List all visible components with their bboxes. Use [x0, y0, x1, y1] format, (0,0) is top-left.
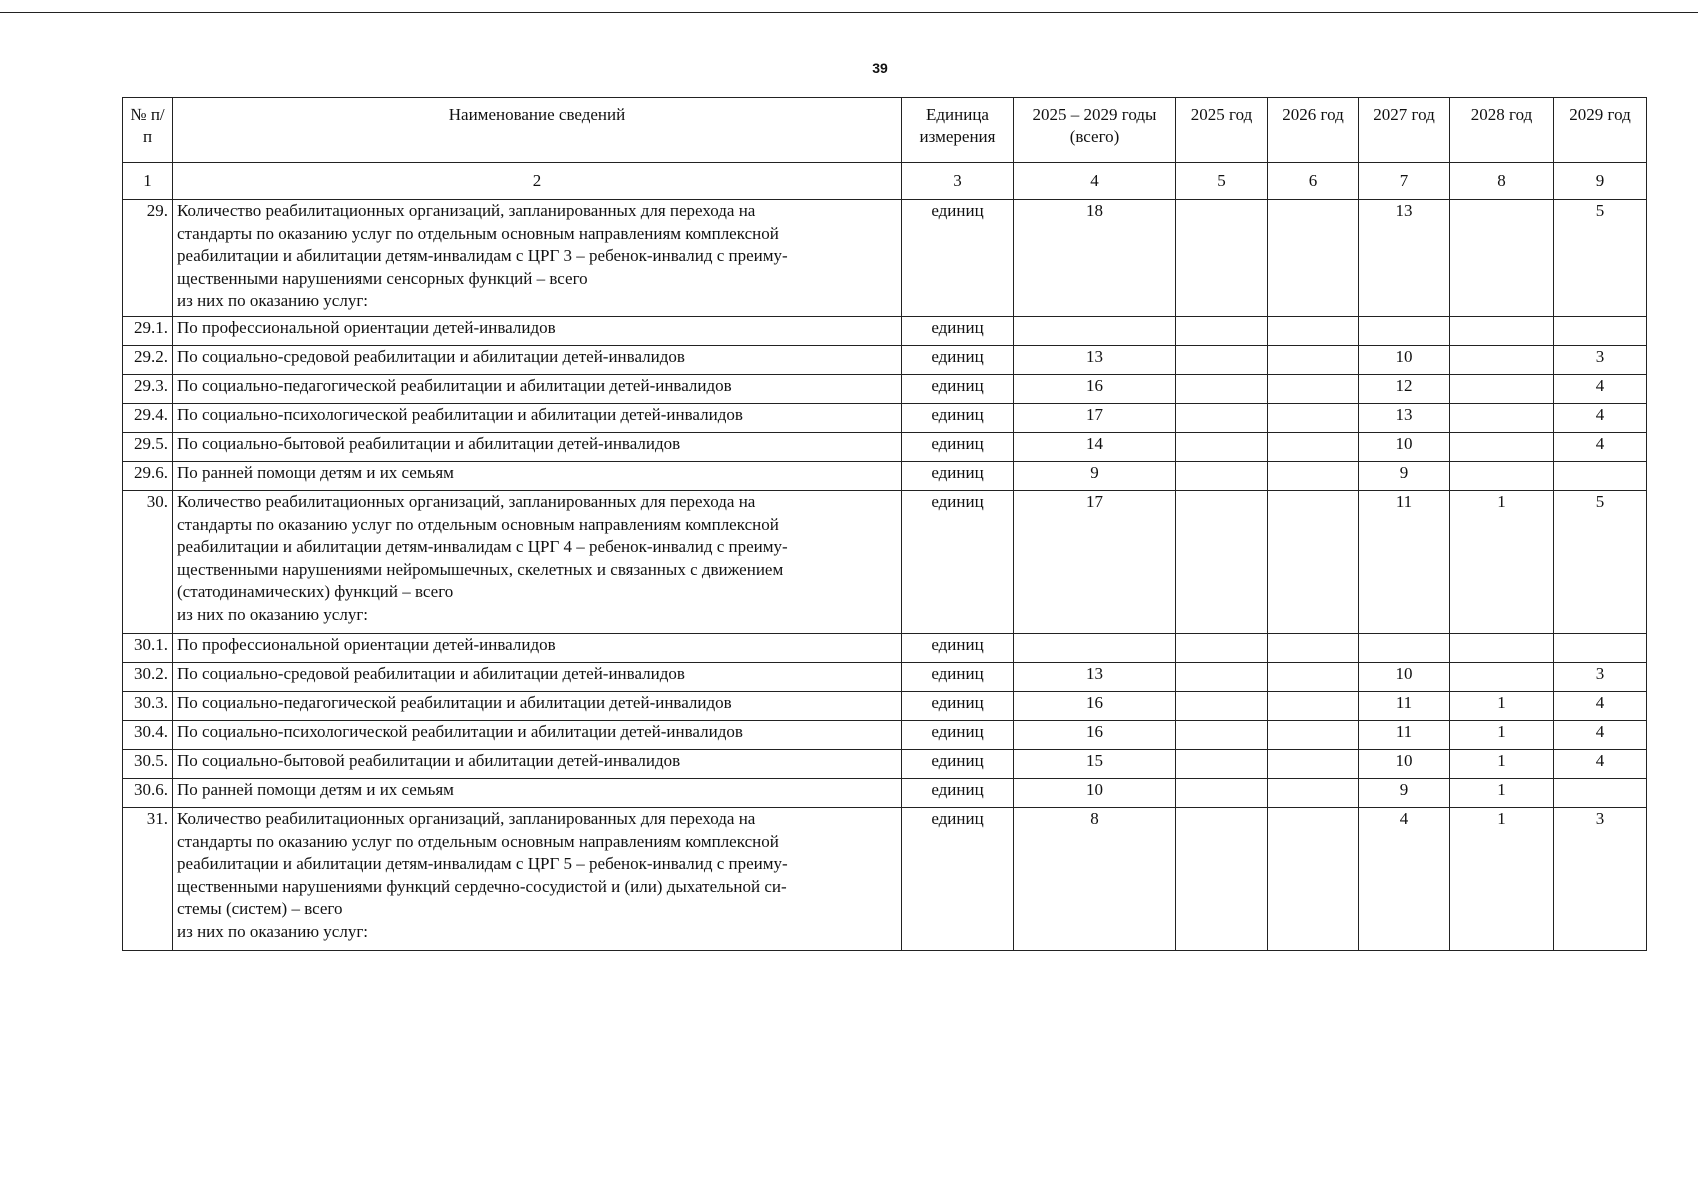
row-2029: 4 — [1554, 750, 1647, 779]
row-2028 — [1450, 663, 1554, 692]
row-2025 — [1176, 375, 1268, 404]
row-total: 15 — [1014, 750, 1176, 779]
row-2026 — [1268, 346, 1359, 375]
row-2025 — [1176, 634, 1268, 663]
header-row — [123, 98, 1647, 163]
column-number-row — [123, 163, 1647, 200]
row-2028: 1 — [1450, 779, 1554, 808]
row-name-line: реабилитации и абилитации детям-инвалидам с ЦРГ 3 – ребенок-инвалид с преиму- — [177, 246, 788, 265]
row-total: 16 — [1014, 721, 1176, 750]
column-number: 2 — [173, 163, 902, 200]
column-number: 3 — [902, 163, 1014, 200]
row-unit: единиц — [902, 808, 1014, 951]
header-2026: 2026 год — [1268, 98, 1359, 163]
row-name: По социально-бытовой реабилитации и абилитации детей-инвалидов — [173, 750, 902, 779]
row-2025 — [1176, 779, 1268, 808]
row-name-line: Количество реабилитационных организаций, запланированных для перехода на — [177, 809, 756, 828]
row-unit: единиц — [902, 200, 1014, 317]
table-row — [123, 721, 1647, 750]
column-number: 5 — [1176, 163, 1268, 200]
table-row — [123, 317, 1647, 346]
row-number: 29.2. — [123, 346, 173, 375]
row-name-line: реабилитации и абилитации детям-инвалидам с ЦРГ 5 – ребенок-инвалид с преиму- — [177, 854, 788, 873]
row-2027: 13 — [1359, 404, 1450, 433]
row-name: По ранней помощи детям и их семьям — [173, 779, 902, 808]
row-unit: единиц — [902, 692, 1014, 721]
row-2029: 4 — [1554, 404, 1647, 433]
row-name-line: стандарты по оказанию услуг по отдельным основным направлениям комплексной — [177, 514, 779, 534]
row-name: По социально-бытовой реабилитации и абилитации детей-инвалидов — [173, 433, 902, 462]
row-name: По профессиональной ориентации детей-инвалидов — [173, 634, 902, 663]
row-total: 14 — [1014, 433, 1176, 462]
row-2027: 11 — [1359, 692, 1450, 721]
row-number: 30.3. — [123, 692, 173, 721]
column-number: 6 — [1268, 163, 1359, 200]
header-2029: 2029 год — [1554, 98, 1647, 163]
row-2029: 5 — [1554, 491, 1647, 634]
row-2028 — [1450, 346, 1554, 375]
row-total: 18 — [1014, 200, 1176, 317]
row-name — [173, 808, 902, 951]
table-row — [123, 346, 1647, 375]
row-2027: 9 — [1359, 779, 1450, 808]
row-number: 30.6. — [123, 779, 173, 808]
row-number: 29.3. — [123, 375, 173, 404]
row-unit: единиц — [902, 663, 1014, 692]
row-name — [173, 200, 902, 317]
table-row — [123, 433, 1647, 462]
row-2028: 1 — [1450, 692, 1554, 721]
row-2027: 13 — [1359, 200, 1450, 317]
row-unit: единиц — [902, 346, 1014, 375]
row-2025 — [1176, 750, 1268, 779]
row-name-line: из них по оказанию услуг: — [177, 604, 369, 624]
row-2028 — [1450, 433, 1554, 462]
header-2028: 2028 год — [1450, 98, 1554, 163]
row-2027: 10 — [1359, 750, 1450, 779]
row-number: 29.4. — [123, 404, 173, 433]
table-row — [123, 404, 1647, 433]
row-2025 — [1176, 433, 1268, 462]
row-unit: единиц — [902, 750, 1014, 779]
row-2026 — [1268, 634, 1359, 663]
row-2027: 11 — [1359, 721, 1450, 750]
row-name: По социально-педагогической реабилитации и абилитации детей-инвалидов — [173, 692, 902, 721]
row-name-line: щественными нарушениями нейромышечных, скелетных и связанных с движением — [177, 559, 784, 579]
column-number: 7 — [1359, 163, 1450, 200]
row-name: По социально-психологической реабилитации и абилитации детей-инвалидов — [173, 721, 902, 750]
row-2025 — [1176, 317, 1268, 346]
row-2026 — [1268, 317, 1359, 346]
row-2025 — [1176, 663, 1268, 692]
row-total: 13 — [1014, 346, 1176, 375]
row-2028: 1 — [1450, 491, 1554, 634]
row-2026 — [1268, 721, 1359, 750]
row-name-line: из них по оказанию услуг: — [177, 291, 369, 310]
row-2028 — [1450, 404, 1554, 433]
row-2029 — [1554, 317, 1647, 346]
row-2029: 3 — [1554, 663, 1647, 692]
header-name: Наименование сведений — [173, 98, 902, 163]
row-2026 — [1268, 404, 1359, 433]
row-name: По ранней помощи детям и их семьям — [173, 462, 902, 491]
row-2028: 1 — [1450, 721, 1554, 750]
row-unit: единиц — [902, 317, 1014, 346]
row-number: 30.4. — [123, 721, 173, 750]
row-2028 — [1450, 462, 1554, 491]
row-2025 — [1176, 404, 1268, 433]
row-2029: 4 — [1554, 721, 1647, 750]
row-unit: единиц — [902, 375, 1014, 404]
row-number: 29.5. — [123, 433, 173, 462]
column-number: 9 — [1554, 163, 1647, 200]
row-number: 30.2. — [123, 663, 173, 692]
table-row — [123, 634, 1647, 663]
row-number: 29.1. — [123, 317, 173, 346]
row-number: 30. — [123, 491, 173, 634]
row-2029: 5 — [1554, 200, 1647, 317]
row-name: По профессиональной ориентации детей-инвалидов — [173, 317, 902, 346]
row-2027 — [1359, 634, 1450, 663]
column-number: 4 — [1014, 163, 1176, 200]
row-2028 — [1450, 375, 1554, 404]
table-row — [123, 462, 1647, 491]
row-2028: 1 — [1450, 808, 1554, 951]
row-total: 8 — [1014, 808, 1176, 951]
row-number: 30.5. — [123, 750, 173, 779]
row-2028: 1 — [1450, 750, 1554, 779]
row-2029: 3 — [1554, 346, 1647, 375]
row-2027: 4 — [1359, 808, 1450, 951]
row-total: 16 — [1014, 692, 1176, 721]
header-2027: 2027 год — [1359, 98, 1450, 163]
row-name-line: щественными нарушениями сенсорных функций – всего — [177, 268, 588, 288]
header-unit: Единица измерения — [902, 98, 1014, 163]
table-row — [123, 491, 1647, 634]
row-name: По социально-средовой реабилитации и абилитации детей-инвалидов — [173, 663, 902, 692]
row-number: 31. — [123, 808, 173, 951]
row-number: 30.1. — [123, 634, 173, 663]
row-2026 — [1268, 808, 1359, 951]
row-name-line: щественными нарушениями функций сердечно-сосудистой и (или) дыхательной си- — [177, 876, 787, 896]
row-2026 — [1268, 750, 1359, 779]
row-2026 — [1268, 692, 1359, 721]
row-2029: 3 — [1554, 808, 1647, 951]
table-row — [123, 808, 1647, 951]
row-name-line: (статодинамических) функций – всего — [177, 582, 454, 601]
row-unit: единиц — [902, 634, 1014, 663]
row-2029: 4 — [1554, 375, 1647, 404]
page-number: 39 — [872, 60, 888, 76]
row-2026 — [1268, 375, 1359, 404]
row-name-line: из них по оказанию услуг: — [177, 921, 369, 941]
row-number: 29. — [123, 200, 173, 317]
row-name-line: стандарты по оказанию услуг по отдельным основным направлениям комплексной — [177, 831, 779, 851]
row-2028 — [1450, 634, 1554, 663]
row-total: 16 — [1014, 375, 1176, 404]
row-name: По социально-педагогической реабилитации и абилитации детей-инвалидов — [173, 375, 902, 404]
row-name-line: Количество реабилитационных организаций, запланированных для перехода на — [177, 492, 756, 511]
table-row — [123, 779, 1647, 808]
row-unit: единиц — [902, 462, 1014, 491]
row-name — [173, 491, 902, 634]
column-number: 1 — [123, 163, 173, 200]
row-2029: 4 — [1554, 692, 1647, 721]
row-name: По социально-психологической реабилитации и абилитации детей-инвалидов — [173, 404, 902, 433]
row-2025 — [1176, 346, 1268, 375]
row-2026 — [1268, 200, 1359, 317]
table-row — [123, 692, 1647, 721]
row-2027: 12 — [1359, 375, 1450, 404]
row-unit: единиц — [902, 404, 1014, 433]
row-unit: единиц — [902, 721, 1014, 750]
row-name-line: стандарты по оказанию услуг по отдельным основным направлениям комплексной — [177, 223, 779, 243]
row-name-line: Количество реабилитационных организаций, запланированных для перехода на — [177, 201, 756, 220]
row-name: По социально-средовой реабилитации и абилитации детей-инвалидов — [173, 346, 902, 375]
row-total: 10 — [1014, 779, 1176, 808]
row-total — [1014, 634, 1176, 663]
row-2028 — [1450, 200, 1554, 317]
row-2026 — [1268, 433, 1359, 462]
row-2025 — [1176, 721, 1268, 750]
row-name-line: реабилитации и абилитации детям-инвалидам с ЦРГ 4 – ребенок-инвалид с преиму- — [177, 537, 788, 556]
row-2026 — [1268, 491, 1359, 634]
row-2025 — [1176, 808, 1268, 951]
row-2029 — [1554, 634, 1647, 663]
row-2027: 10 — [1359, 346, 1450, 375]
header-num: № п/п — [123, 98, 173, 163]
row-total: 17 — [1014, 404, 1176, 433]
row-2026 — [1268, 779, 1359, 808]
row-2029: 4 — [1554, 433, 1647, 462]
column-number: 8 — [1450, 163, 1554, 200]
row-unit: единиц — [902, 491, 1014, 634]
data-table — [122, 97, 1647, 951]
row-2029 — [1554, 779, 1647, 808]
row-total — [1014, 317, 1176, 346]
table-row — [123, 375, 1647, 404]
row-2025 — [1176, 462, 1268, 491]
row-2027: 10 — [1359, 663, 1450, 692]
row-number: 29.6. — [123, 462, 173, 491]
row-2028 — [1450, 317, 1554, 346]
row-2025 — [1176, 200, 1268, 317]
row-2025 — [1176, 491, 1268, 634]
row-unit: единиц — [902, 433, 1014, 462]
row-2027: 11 — [1359, 491, 1450, 634]
row-2029 — [1554, 462, 1647, 491]
table-row — [123, 200, 1647, 317]
row-2027 — [1359, 317, 1450, 346]
row-total: 9 — [1014, 462, 1176, 491]
row-name-line: стемы (систем) – всего — [177, 899, 343, 918]
row-total: 13 — [1014, 663, 1176, 692]
row-2026 — [1268, 462, 1359, 491]
row-unit: единиц — [902, 779, 1014, 808]
row-2025 — [1176, 692, 1268, 721]
table-row — [123, 750, 1647, 779]
header-total: 2025 – 2029 годы (всего) — [1014, 98, 1176, 163]
row-2027: 10 — [1359, 433, 1450, 462]
row-2027: 9 — [1359, 462, 1450, 491]
header-2025: 2025 год — [1176, 98, 1268, 163]
table-row — [123, 663, 1647, 692]
row-total: 17 — [1014, 491, 1176, 634]
top-rule — [0, 12, 1698, 13]
row-2026 — [1268, 663, 1359, 692]
